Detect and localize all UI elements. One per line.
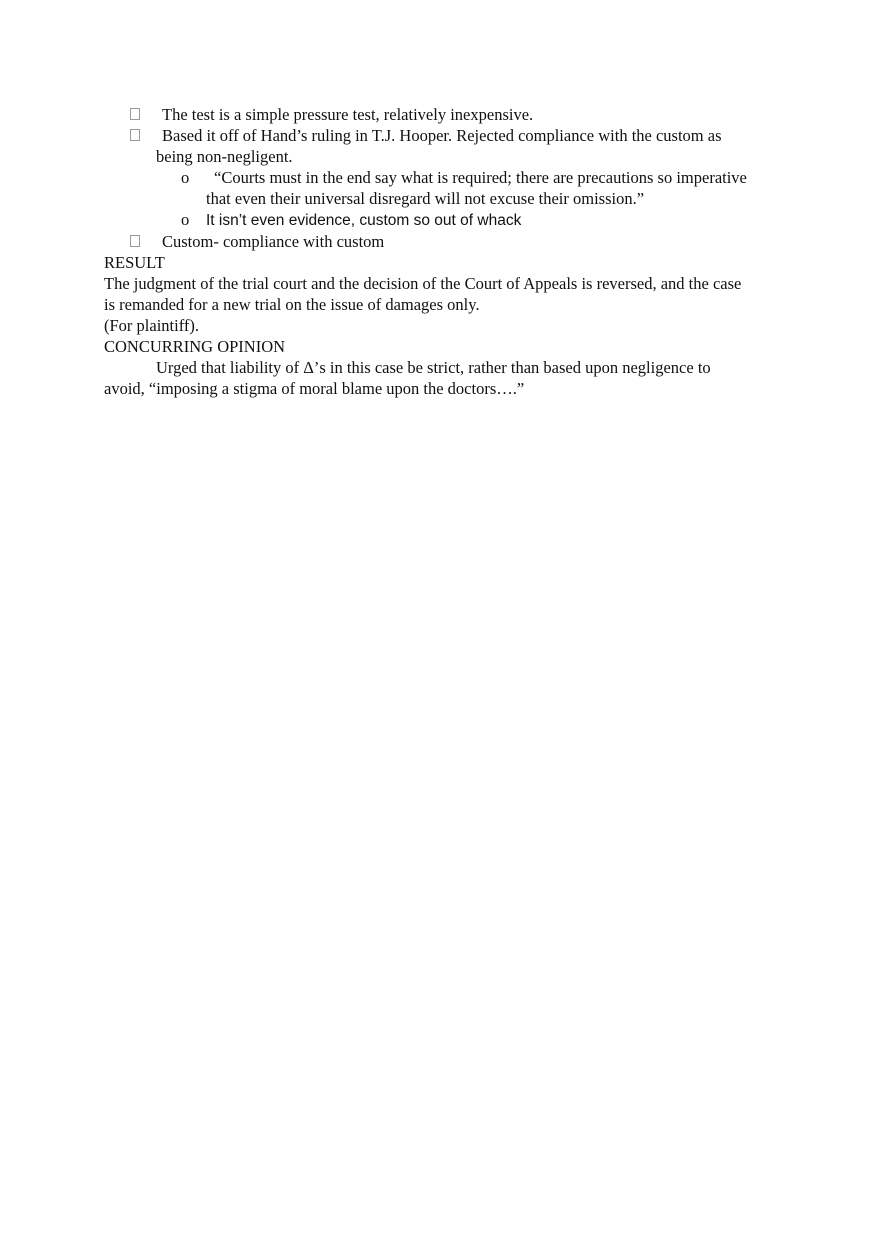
bullet-box-icon (130, 108, 140, 120)
sub-bullet-text: It isn’t even evidence, custom so out of whack (206, 212, 522, 229)
bullet-text: Custom- compliance with custom (162, 232, 385, 251)
bullet-item (104, 231, 754, 252)
bullet-box-icon (130, 129, 140, 141)
bullet-item (104, 125, 754, 167)
result-note: (For plaintiff). (104, 316, 200, 335)
sub-bullet-text: “Courts must in the end say what is required; there are precautions so imperative that even their universal disregard will not excuse their omission.” (206, 168, 747, 208)
result-paragraph: The judgment of the trial court and the decision of the Court of Appeals is reversed, and the case is remanded for a new trial on the issue of damages only. (104, 274, 742, 314)
sub-bullet-marker: o (181, 168, 190, 187)
bullet-text: The test is a simple pressure test, relatively inexpensive. (162, 105, 534, 124)
sub-bullet-marker: o (181, 210, 190, 229)
sub-bullet-item (104, 167, 754, 209)
concurring-paragraph: Urged that liability of Δ’s in this case be strict, rather than based upon negligence to avoid, “imposing a stigma of moral blame upon the doctors….” (104, 358, 711, 398)
bullet-box-icon (130, 235, 140, 247)
bullet-item (104, 104, 754, 125)
section-heading-result: RESULT (104, 253, 165, 272)
sub-bullet-item (104, 209, 754, 231)
section-heading-concurring: CONCURRING OPINION (104, 337, 286, 356)
bullet-text: Based it off of Hand’s ruling in T.J. Hooper. Rejected compliance with the custom as being non-negligent. (156, 126, 722, 166)
document-body (104, 104, 754, 399)
